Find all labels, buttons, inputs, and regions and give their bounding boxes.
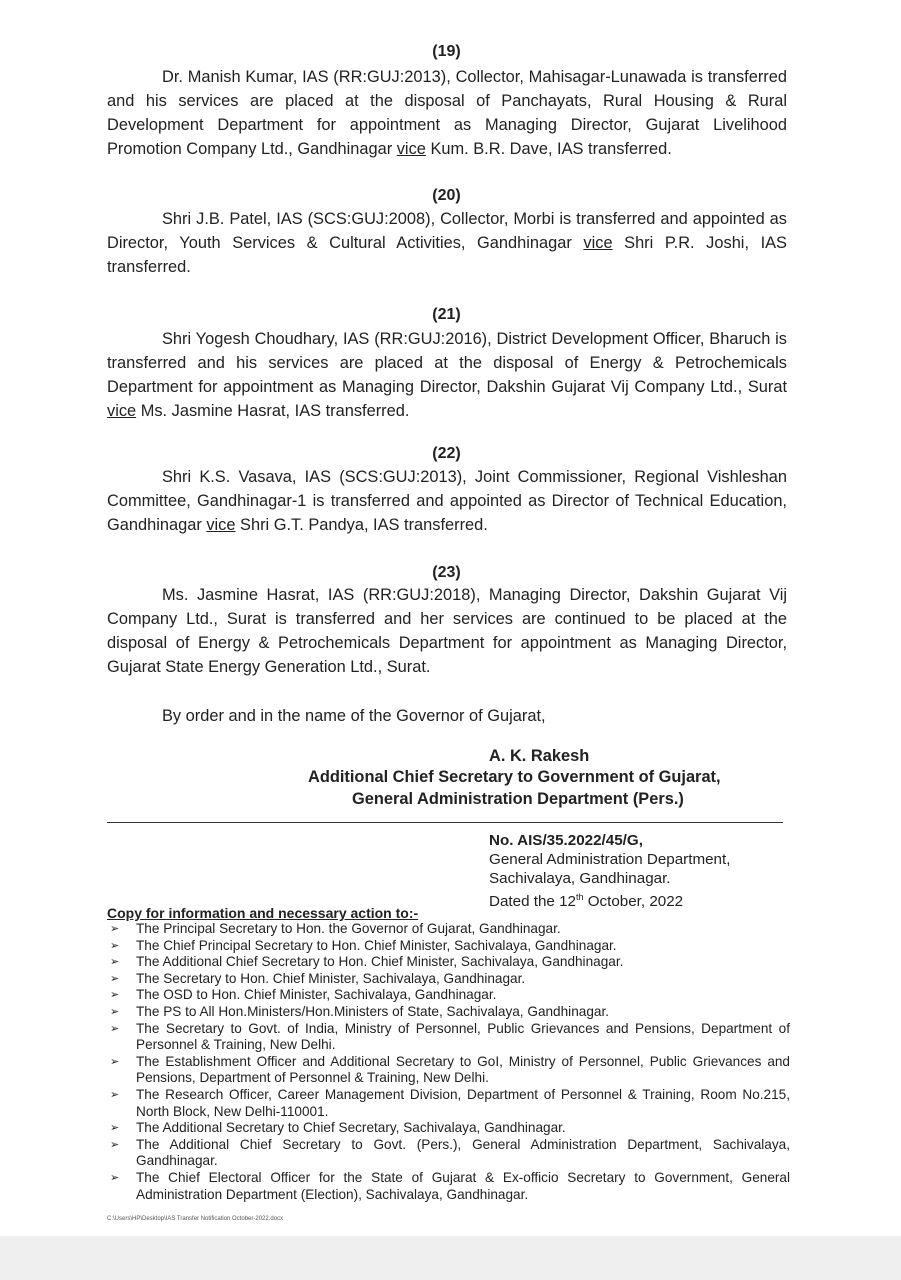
entry-number: (22): [432, 445, 461, 462]
arrow-bullet-icon: ➢: [110, 1171, 120, 1184]
reference-block: [489, 831, 730, 911]
list-item: ➢ The Chief Principal Secretary to Hon. Chief Minister, Sachivalaya, Gandhinagar.: [110, 937, 617, 953]
entry-paragraph: Dr. Manish Kumar, IAS (RR:GUJ:2013), Collector, Mahisagar-Lunawada is transferred and his services are placed at the disposal of Panchayats, Rural Housing & Rural Development Department for appointment as Managing Director, Gujarat Livelihood Promotion Company Ltd., Gandhinagar vice Kum. B.R. Dave, IAS transferred.: [107, 68, 787, 158]
entry-paragraph: Shri Yogesh Choudhary, IAS (RR:GUJ:2016), District Development Officer, Bharuch is transferred and his services are placed at the disposal of Energy & Petrochemicals Department for appointment as Managing Director, Dakshin Gujarat Vij Company Ltd., Surat vice Ms. Jasmine Hasrat, IAS transferred.: [107, 330, 787, 420]
list-item: ➢ The Secretary to Hon. Chief Minister, Sachivalaya, Gandhinagar.: [110, 970, 526, 986]
arrow-bullet-icon: ➢: [110, 972, 120, 985]
arrow-bullet-icon: ➢: [110, 989, 120, 1002]
copy-list: [107, 921, 790, 1203]
list-item: ➢ The Additional Secretary to Chief Secretary, Sachivalaya, Gandhinagar.: [110, 1120, 566, 1136]
arrow-bullet-icon: ➢: [110, 1088, 120, 1101]
reference-number: No. AIS/35.2022/45/G,: [489, 832, 643, 849]
entry-paragraph: Shri J.B. Patel, IAS (SCS:GUJ:2008), Collector, Morbi is transferred and appointed as Director, Youth Services & Cultural Activities, Gandhinagar vice Shri P.R. Joshi, IAS transferred.: [107, 210, 787, 276]
signatory-name: A. K. Rakesh: [489, 747, 590, 765]
list-item: ➢ The OSD to Hon. Chief Minister, Sachivalaya, Gandhinagar.: [110, 987, 497, 1003]
list-item: ➢ The Additional Chief Secretary to Hon. Chief Minister, Sachivalaya, Gandhinagar.: [110, 954, 624, 970]
reference-date: Dated the 12th October, 2022: [489, 892, 684, 911]
entry-paragraph: Shri K.S. Vasava, IAS (SCS:GUJ:2013), Joint Commissioner, Regional Vishleshan Committee, Gandhinagar-1 is transferred and appointed as Director of Technical Education, Gandhinagar vice Shri G.T. Pandya, IAS transferred.: [107, 468, 787, 534]
list-item: ➢ The Principal Secretary to Hon. the Governor of Gujarat, Gandhinagar.: [110, 921, 561, 936]
file-path-footer: C:\Users\HP\Desktop\IAS Transfer Notification October-2022.docx: [107, 1216, 284, 1222]
arrow-bullet-icon: ➢: [110, 939, 120, 952]
entry-number: (20): [432, 187, 461, 204]
signatory-designation: Additional Chief Secretary to Government of Gujarat,: [308, 768, 721, 786]
entry-number: (23): [432, 564, 461, 581]
separator-line: [107, 822, 783, 823]
list-item: ➢ The Establishment Officer and Additional Secretary to GoI, Ministry of Personnel, Public Grievances and Pensions, Department of Personnel & Training, New Delhi.: [110, 1053, 790, 1086]
arrow-bullet-icon: ➢: [110, 1055, 120, 1068]
entry-number: (21): [432, 306, 461, 323]
list-item: ➢ The Secretary to Govt. of India, Ministry of Personnel, Public Grievances and Pensions, Department of Personnel & Training, New Delhi.: [110, 1020, 790, 1053]
arrow-bullet-icon: ➢: [110, 956, 120, 969]
reference-department: General Administration Department,: [489, 851, 731, 868]
reference-place: Sachivalaya, Gandhinagar.: [489, 870, 671, 887]
order-line: By order and in the name of the Governor of Gujarat,: [162, 707, 546, 725]
arrow-bullet-icon: ➢: [110, 923, 120, 935]
list-item: ➢ The PS to All Hon.Ministers/Hon.Ministers of State, Sachivalaya, Gandhinagar.: [110, 1003, 609, 1019]
arrow-bullet-icon: ➢: [110, 1138, 120, 1151]
signatory-department: General Administration Department (Pers.): [352, 790, 684, 808]
arrow-bullet-icon: ➢: [110, 1022, 120, 1035]
arrow-bullet-icon: ➢: [110, 1005, 120, 1018]
copy-heading: Copy for information and necessary action to:-: [107, 905, 419, 921]
list-item: ➢ The Research Officer, Career Management Division, Department of Personnel & Training, Room No.215, North Block, New Delhi-110001.: [110, 1086, 790, 1119]
arrow-bullet-icon: ➢: [110, 1122, 120, 1135]
list-item: ➢ The Additional Chief Secretary to Govt. (Pers.), General Administration Department, Sachivalaya, Gandhinagar.: [110, 1136, 790, 1169]
entry-paragraph: Ms. Jasmine Hasrat, IAS (RR:GUJ:2018), Managing Director, Dakshin Gujarat Vij Company Ltd., Surat is transferred and her services are continued to be placed at the disposal of Energy & Petrochemicals Department for appointment as Managing Director, Gujarat State Energy Generation Ltd., Surat.: [107, 586, 787, 676]
list-item: ➢ The Chief Electoral Officer for the State of Gujarat & Ex-officio Secretary to Government, General Administration Department (Election), Sachivalaya, Gandhinagar.: [110, 1169, 790, 1202]
bottom-margin-strip: [0, 1236, 901, 1280]
entry-number: (19): [432, 43, 461, 60]
